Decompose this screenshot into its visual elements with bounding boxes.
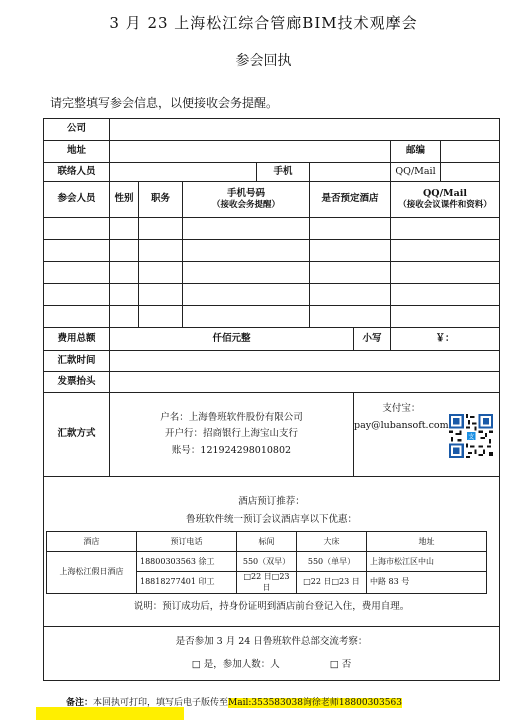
qq-mail-label: QQ/Mail — [391, 163, 441, 182]
postcode-label: 邮编 — [391, 141, 441, 163]
alipay-qr-code — [449, 400, 493, 472]
note-highlight: Mail:353583038询徐老师18800303563 — [228, 698, 402, 708]
account-number: 账号：121924298010802 — [171, 444, 292, 456]
address-field[interactable] — [110, 141, 391, 163]
hotel-footnote: 说明：预订成功后，持身份证明到酒店前台登记入住，费用自理。 — [133, 601, 410, 613]
hotel-table — [46, 531, 487, 594]
phone-header-label: 手机号码 — [226, 187, 265, 199]
qq-header — [391, 182, 500, 218]
alipay-label: 支付宝： — [382, 403, 421, 414]
fee-label: 费用总额 — [44, 328, 110, 351]
hotel-phone: 18800303563 徐工 — [137, 552, 237, 572]
qq-header-label: QQ/Mail — [423, 187, 467, 199]
hotel-standard-price: 550（双早） — [237, 552, 297, 572]
hotel-king-price: 550（单早） — [297, 552, 367, 572]
phone-header — [183, 182, 310, 218]
hotel-standard-dates[interactable]: □22 日□23 日 — [237, 572, 297, 594]
hotel-name: 上海松江假日酒店 — [47, 552, 137, 594]
fee-words[interactable]: 仟佰元整 — [110, 328, 354, 351]
attendee-row — [44, 240, 500, 262]
company-label: 公司 — [44, 119, 110, 141]
attendee-row — [44, 284, 500, 306]
hotel-intro: 鲁班软件统一预订会议酒店享以下优惠： — [185, 513, 357, 525]
attendee-row — [44, 218, 500, 240]
hotel-address-line2: 中路 83 号 — [367, 572, 487, 594]
postcode-field[interactable] — [441, 141, 500, 163]
bank-name: 开户行：招商银行上海宝山支行 — [164, 428, 298, 440]
invoice-label: 发票抬头 — [44, 372, 110, 393]
note-label: 备注： — [66, 698, 94, 708]
page-subtitle: 参会回执 — [235, 53, 292, 69]
subtotal-amount[interactable]: ￥： — [391, 328, 500, 351]
mobile-field[interactable] — [310, 163, 391, 182]
highlight-bar — [36, 707, 184, 720]
bank-info — [110, 393, 354, 477]
hotel-col-address: 地址 — [367, 532, 487, 552]
hotel-col-standard: 标间 — [237, 532, 297, 552]
hotel-header: 是否预定酒店 — [310, 182, 391, 218]
contact-field[interactable] — [110, 163, 257, 182]
svg-text:支: 支 — [467, 433, 474, 441]
hotel-col-phone: 预订电话 — [137, 532, 237, 552]
attendee-row — [44, 262, 500, 284]
registration-form — [43, 118, 500, 681]
remit-time-label: 汇款时间 — [44, 351, 110, 372]
hotel-heading: 酒店预订推荐： — [238, 495, 305, 507]
address-label: 地址 — [44, 141, 110, 163]
remit-time-field[interactable] — [110, 351, 500, 372]
hotel-col-name: 酒店 — [47, 532, 137, 552]
note-text: 本回执可打印，填写后电子版传至 — [93, 698, 229, 708]
hotel-king-dates[interactable]: □22 日□23 日 — [297, 572, 367, 594]
note — [66, 695, 402, 708]
qq-header-note: （接收会议课件和资料） — [398, 200, 492, 211]
invoice-field[interactable] — [110, 372, 500, 393]
yes-option[interactable]: □ 是，参加人数：人 — [191, 658, 280, 670]
phone-header-note: （接收会务提醒） — [211, 200, 280, 211]
subtotal-label: 小写 — [354, 328, 391, 351]
gender-header: 性别 — [110, 182, 139, 218]
account-name: 户名：上海鲁班软件股份有限公司 — [160, 412, 303, 424]
attendee-header: 参会人员 — [44, 182, 110, 218]
hotel-address-line1: 上海市松江区中山 — [367, 552, 487, 572]
exchange-visit — [44, 627, 500, 681]
hotel-phone: 18818277401 印工 — [137, 572, 237, 594]
hotel-recommendation — [44, 477, 500, 627]
alipay-account: pay@lubansoft.com — [354, 420, 449, 432]
remit-method-label: 汇款方式 — [44, 393, 110, 477]
qq-mail-field[interactable] — [441, 163, 500, 182]
no-option[interactable]: □ 否 — [329, 658, 352, 670]
hotel-col-king: 大床 — [297, 532, 367, 552]
position-header: 职务 — [139, 182, 183, 218]
company-field[interactable] — [110, 119, 500, 141]
contact-label: 联络人员 — [44, 163, 110, 182]
mobile-label: 手机 — [257, 163, 310, 182]
attendee-row — [44, 306, 500, 328]
exchange-question: 是否参加 3 月 24 日鲁班软件总部交流考察： — [175, 636, 368, 648]
instruction-text: 请完整填写参会信息，以便接收会务提醒。 — [50, 96, 279, 110]
alipay-cell — [354, 393, 500, 477]
page-title: 3 月 23 上海松江综合管廊BIM技术观摩会 — [109, 14, 418, 32]
